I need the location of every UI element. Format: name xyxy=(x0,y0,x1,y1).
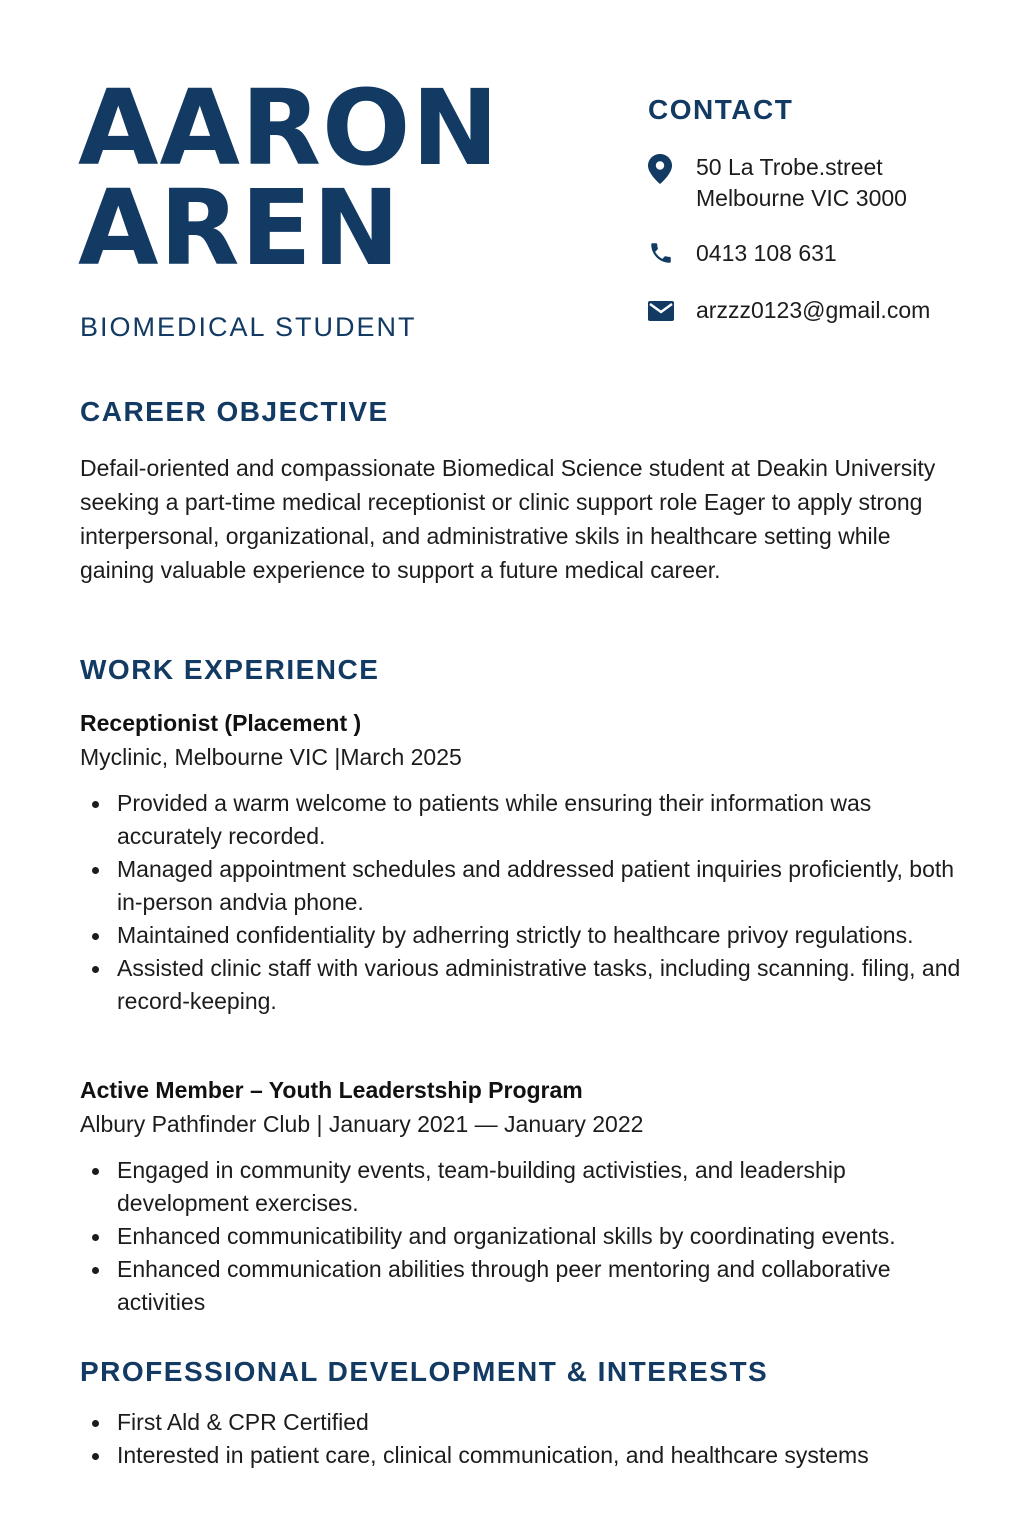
candidate-name xyxy=(78,67,500,289)
email-address: arzzz0123@gmail.com xyxy=(696,297,931,323)
job-meta: Albury Pathfinder Club | January 2021 — January 2022 xyxy=(80,1111,644,1137)
contact-heading: CONTACT xyxy=(648,94,794,125)
contact-phone xyxy=(648,238,998,271)
work-experience-heading: WORK EXPERIENCE xyxy=(80,654,380,685)
envelope-icon xyxy=(648,295,696,326)
list-item: Maintained confidentiality by adherring strictly to healthcare privoy regulations. xyxy=(80,919,980,952)
career-objective-heading: CAREER OBJECTIVE xyxy=(80,396,389,427)
list-item: Managed appointment schedules and addressed patient inquiries proficiently, both in-person andvia phone. xyxy=(80,853,980,919)
list-item: Enhanced communicatibility and organizational skills by coordinating events. xyxy=(80,1220,980,1253)
job-title: Receptionist (Placement ) xyxy=(80,710,362,736)
list-item: Provided a warm welcome to patients while ensuring their information was accurately recorded. xyxy=(80,787,980,853)
job-bullets xyxy=(80,1154,980,1319)
list-item: Interested in patient care, clinical communication, and healthcare systems xyxy=(80,1439,980,1472)
job-subtitle: BIOMEDICAL STUDENT xyxy=(80,312,417,342)
job-meta: Myclinic, Melbourne VIC |March 2025 xyxy=(80,744,462,770)
location-pin-icon xyxy=(648,152,696,189)
contact-email xyxy=(648,295,998,326)
contact-section xyxy=(648,94,998,350)
job-entry xyxy=(80,1074,980,1319)
job-entry xyxy=(80,707,980,1018)
professional-development-heading: PROFESSIONAL DEVELOPMENT & INTERESTS xyxy=(80,1356,769,1387)
name-line-2: AREN xyxy=(78,167,401,289)
development-list xyxy=(80,1406,980,1472)
phone-icon xyxy=(648,238,696,271)
address-line-2: Melbourne VIC 3000 xyxy=(696,185,907,211)
list-item: First Ald & CPR Certified xyxy=(80,1406,980,1439)
career-objective-text: Defail-oriented and compassionate Biomedical Science student at Deakin University seeking a part-time medical receptionist or clinic support role Eager to apply strong interpersonal, organizational, and administrative skils in healthcare setting while gaining valuable experience to support a future medical career. xyxy=(80,455,936,583)
address-line-1: 50 La Trobe.street xyxy=(696,154,883,180)
job-title: Active Member – Youth Leaderstship Program xyxy=(80,1077,583,1103)
job-bullets xyxy=(80,787,980,1018)
name-line-1: AARON xyxy=(78,67,500,189)
contact-address xyxy=(648,152,998,214)
list-item: Enhanced communication abilities through peer mentoring and collaborative activities xyxy=(80,1253,980,1319)
phone-number: 0413 108 631 xyxy=(696,240,837,266)
list-item: Engaged in community events, team-building activisties, and leadership development exercises. xyxy=(80,1154,980,1220)
list-item: Assisted clinic staff with various administrative tasks, including scanning. filing, and record-keeping. xyxy=(80,952,980,1018)
